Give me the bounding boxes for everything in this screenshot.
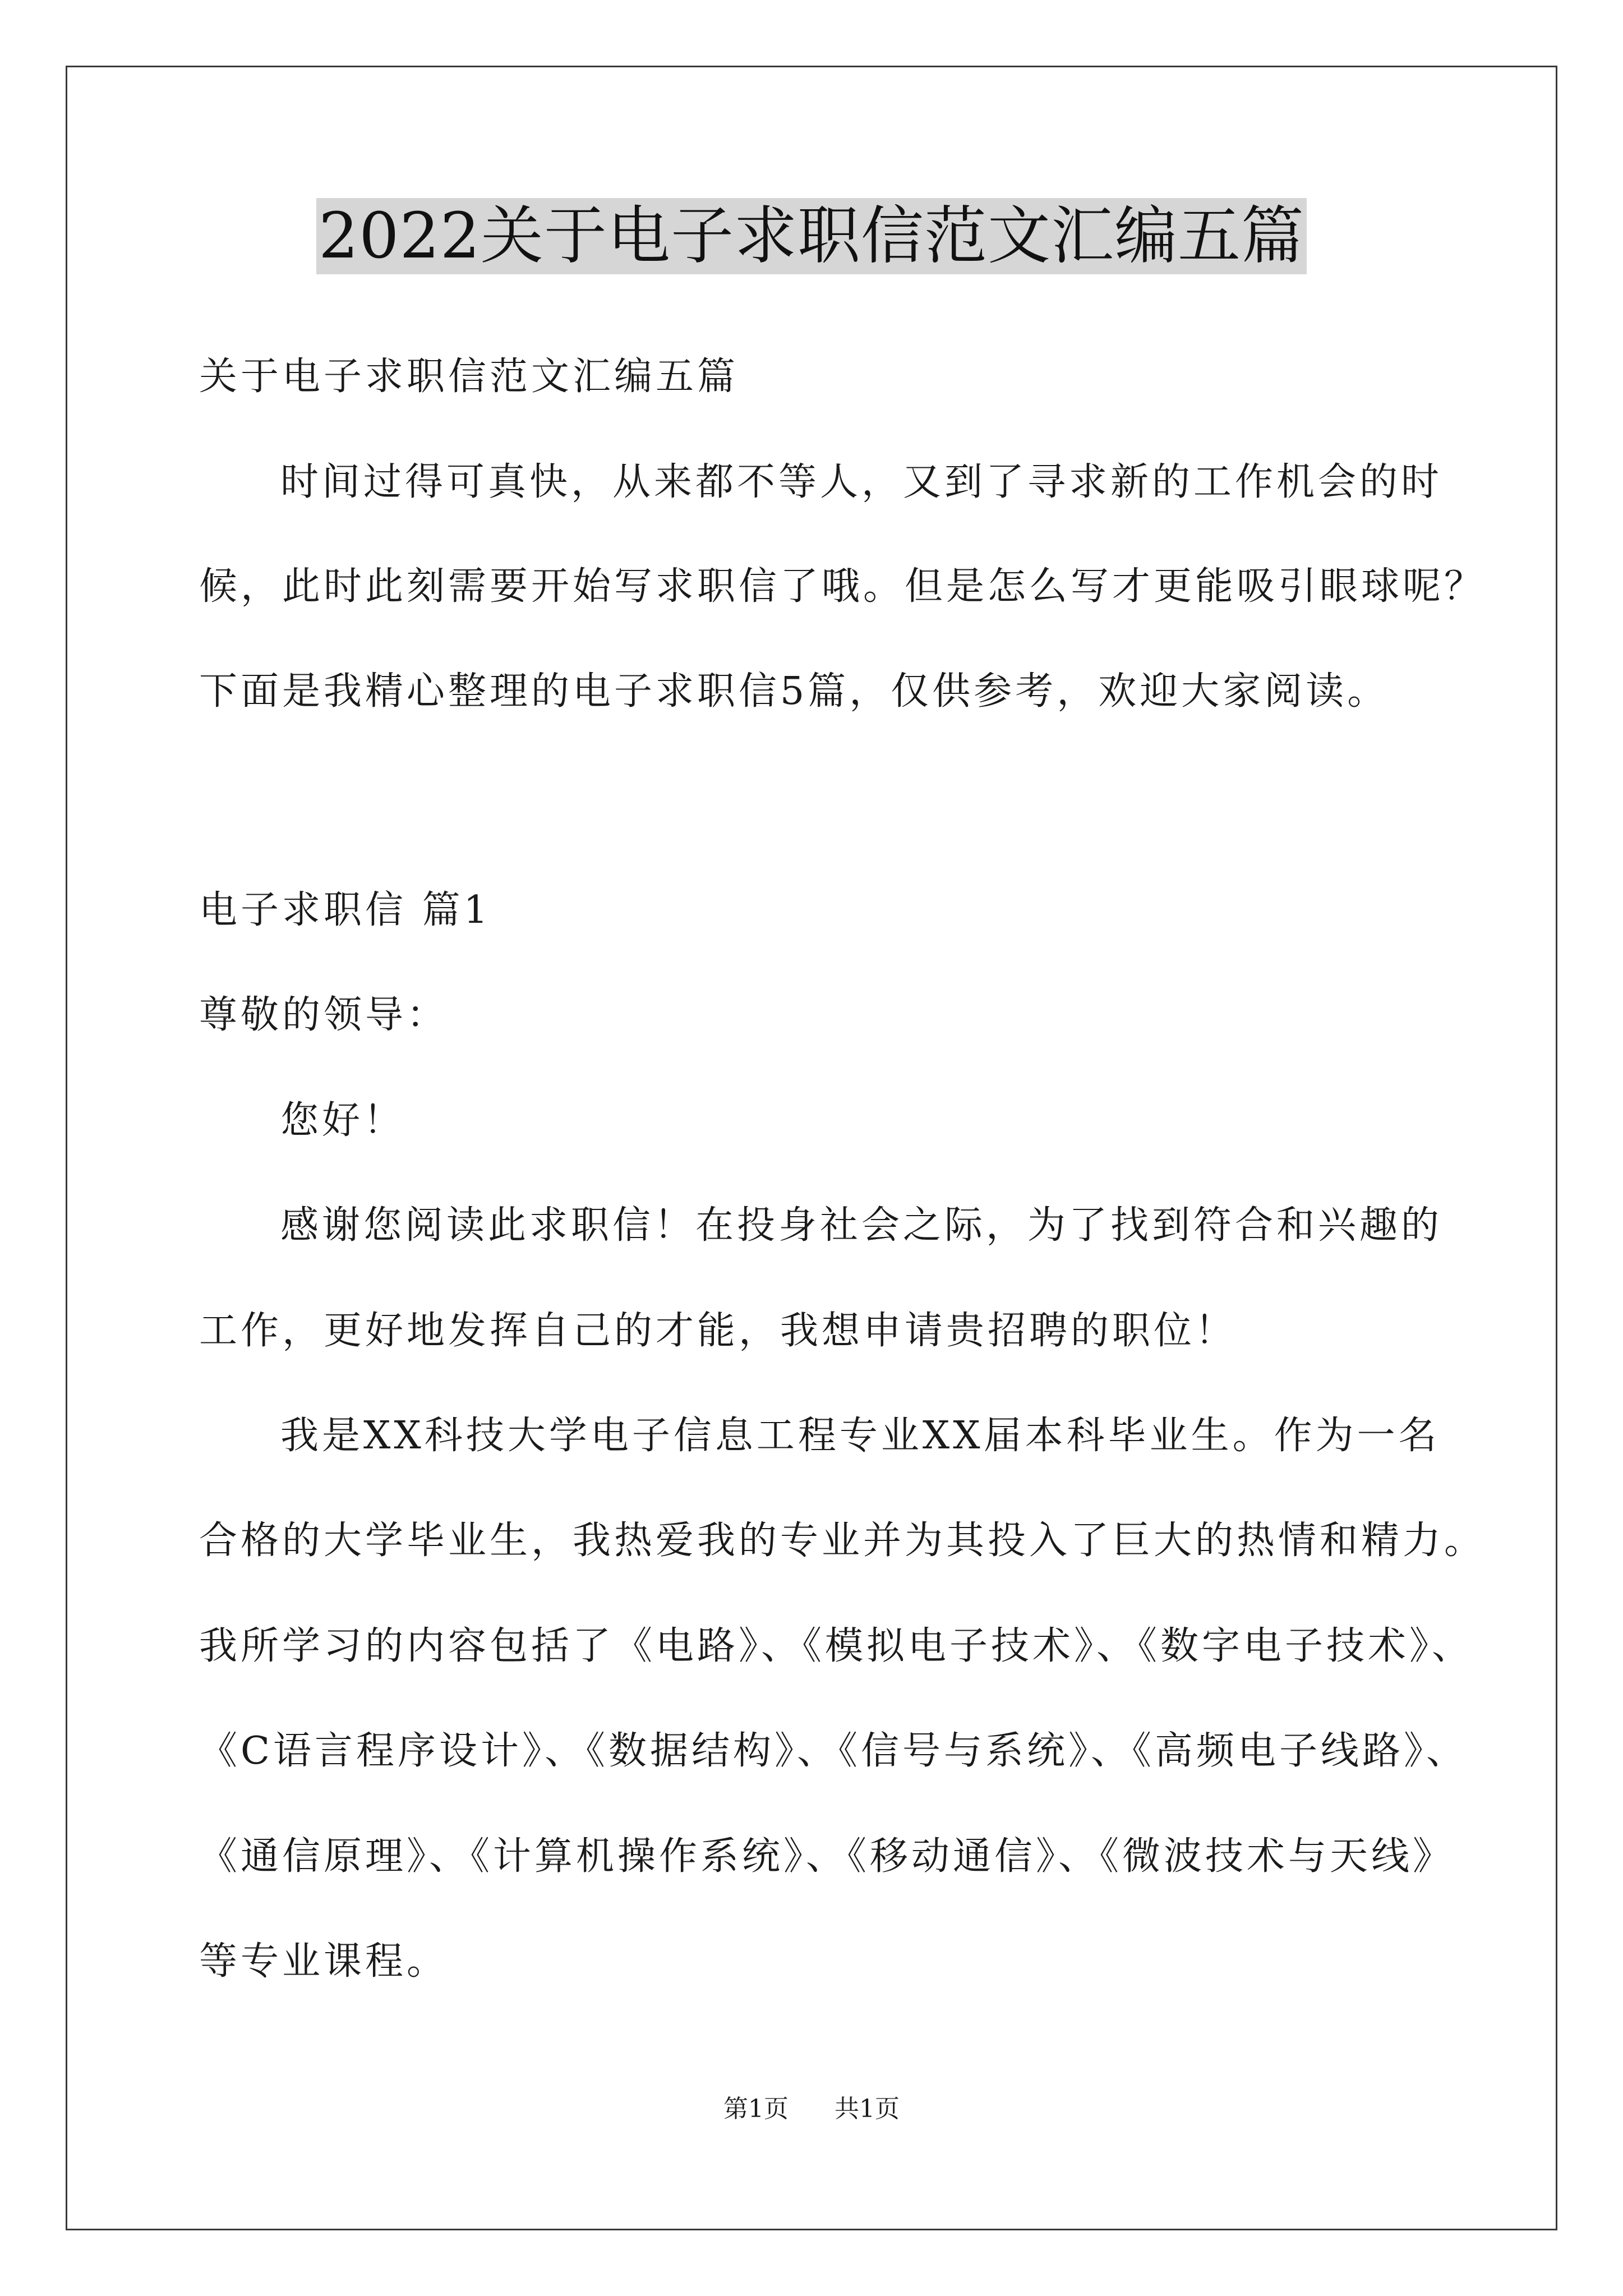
page-footer xyxy=(0,2093,1623,2125)
greeting: 您好！ xyxy=(280,1098,405,1143)
section-heading: 电子求职信 篇1 xyxy=(199,888,491,932)
page-total: 共1页 xyxy=(834,2095,900,2123)
salutation: 尊敬的领导： xyxy=(199,993,449,1037)
para2-line-1: 我是XX科技大学电子信息工程专业XX届本科毕业生。作为一名 xyxy=(280,1414,1440,1458)
intro-line-2: 候，此时此刻需要开始写求职信了哦。但是怎么写才更能吸引眼球呢？ xyxy=(199,564,1486,609)
para2-line-3: 我所学习的内容包括了《电路》、《模拟电子技术》、《数字电子技术》、 xyxy=(199,1624,1474,1668)
para2-line-2: 合格的大学毕业生，我热爱我的专业并为其投入了巨大的热情和精力。 xyxy=(199,1519,1486,1563)
para1-line-1: 感谢您阅读此求职信！在投身社会之际，为了找到符合和兴趣的 xyxy=(280,1203,1443,1248)
title-container xyxy=(0,198,1623,274)
para2-line-6: 等专业课程。 xyxy=(199,1939,449,1984)
para2-line-4: 《C语言程序设计》、《数据结构》、《信号与系统》、《高频电子线路》、 xyxy=(199,1729,1468,1773)
para2-line-5: 《通信原理》、《计算机操作系统》、《移动通信》、《微波技术与天线》 xyxy=(199,1834,1455,1879)
document-title: 2022关于电子求职信范文汇编五篇 xyxy=(316,198,1307,274)
page-number: 第1页 xyxy=(723,2095,789,2123)
intro-line-1: 时间过得可真快，从来都不等人，又到了寻求新的工作机会的时 xyxy=(280,460,1443,504)
document-subtitle: 关于电子求职信范文汇编五篇 xyxy=(199,355,739,399)
para1-line-2: 工作，更好地发挥自己的才能，我想申请贵招聘的职位！ xyxy=(199,1309,1237,1353)
intro-line-3: 下面是我精心整理的电子求职信5篇，仅供参考，欢迎大家阅读。 xyxy=(199,669,1389,714)
